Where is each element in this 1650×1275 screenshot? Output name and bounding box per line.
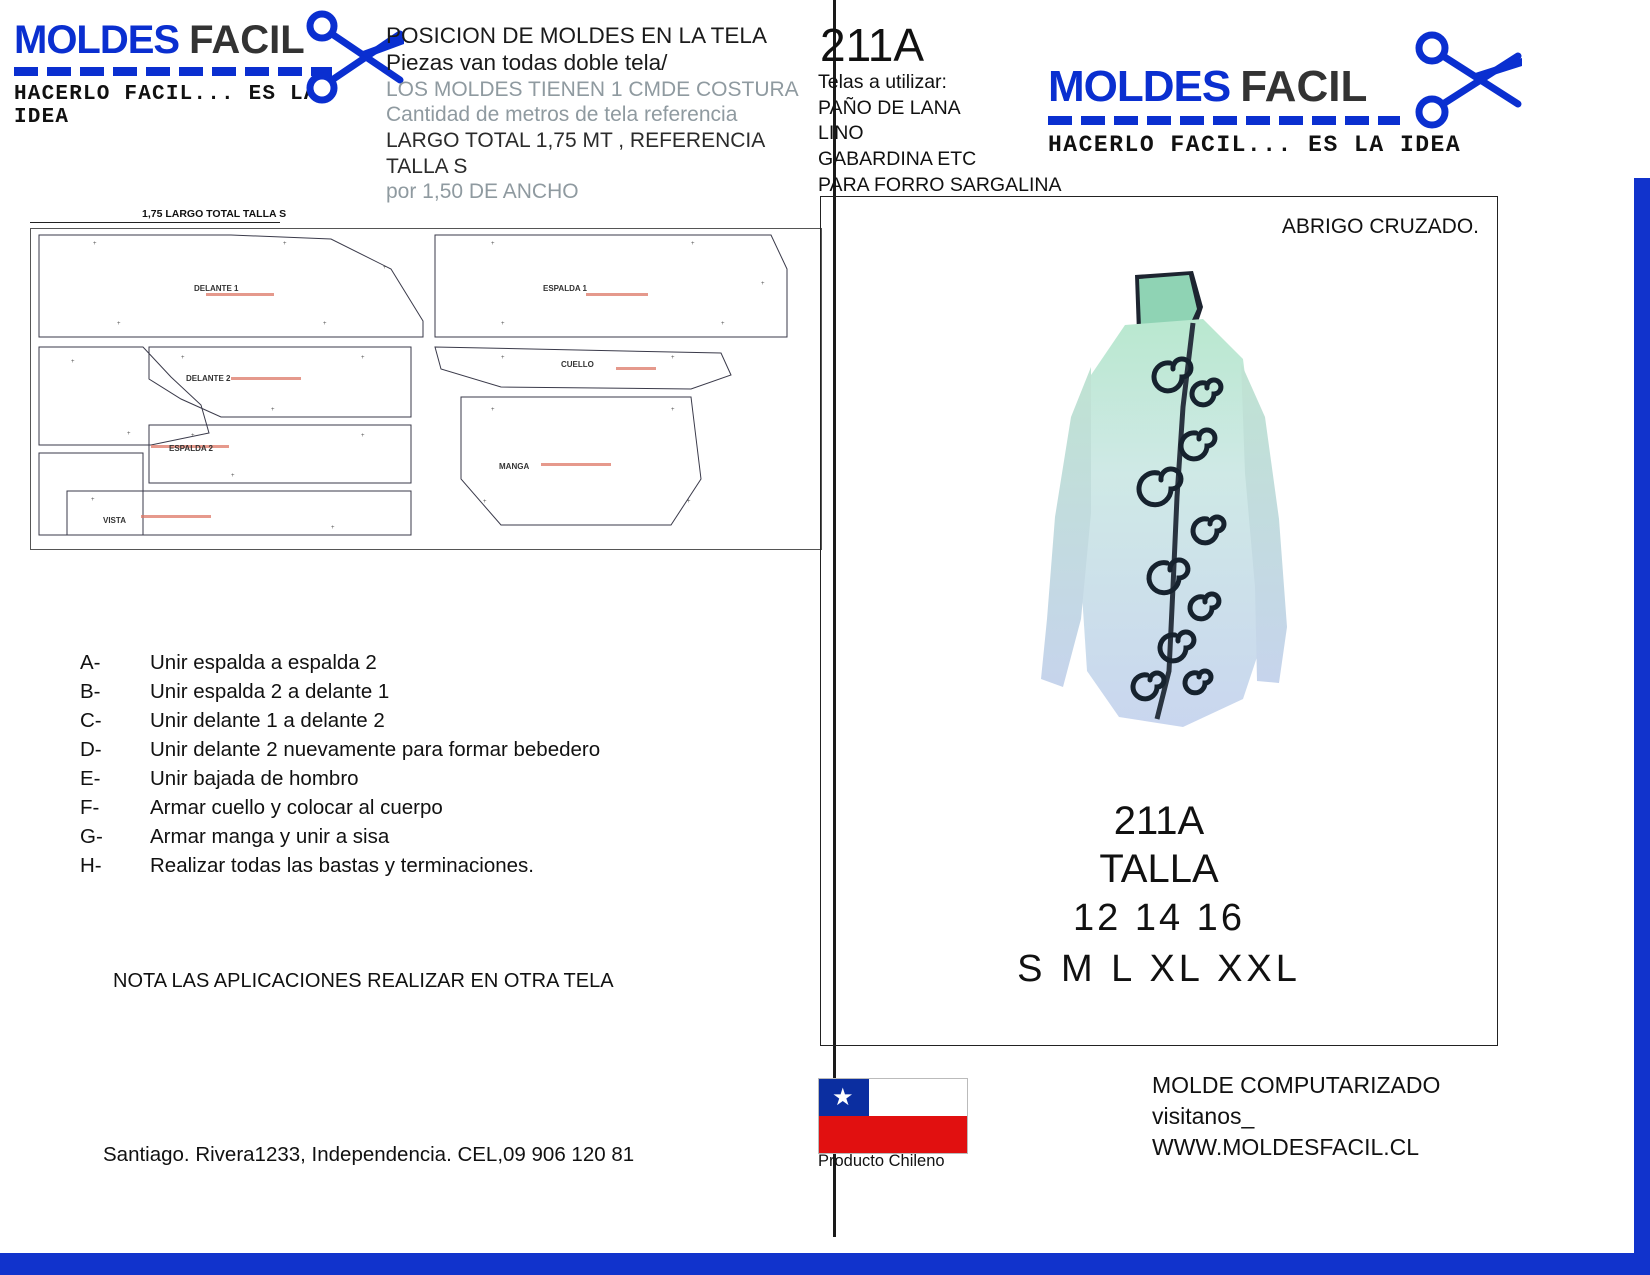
header-line-6: por 1,50 DE ANCHO	[386, 180, 579, 204]
scissors-icon	[1408, 28, 1528, 132]
size-title: TALLA	[1099, 847, 1219, 891]
size-information	[821, 797, 1497, 995]
header-line-5: LARGO TOTAL 1,75 MT , REFERENCIA TALLA S	[386, 129, 765, 178]
svg-text:+: +	[361, 433, 365, 439]
fabrics-title: Telas a utilizar:	[818, 71, 947, 93]
svg-text:+: +	[761, 281, 765, 287]
step-key: C-	[80, 709, 102, 732]
step-key: B-	[80, 680, 101, 703]
svg-text:+: +	[93, 241, 97, 247]
step-text: Realizar todas las bastas y terminaciones.	[150, 854, 534, 877]
step-text: Unir espalda 2 a delante 1	[150, 680, 390, 703]
brand-moldes-text: MOLDES	[1048, 62, 1231, 111]
step-key: G-	[80, 825, 103, 848]
list-item	[80, 677, 720, 706]
svg-text:+: +	[491, 241, 495, 247]
chile-flag-icon	[818, 1078, 968, 1154]
svg-text:+: +	[687, 499, 691, 505]
step-key: D-	[80, 738, 102, 761]
step-text: Unir delante 1 a delante 2	[150, 709, 385, 732]
svg-text:+: +	[483, 499, 487, 505]
address-line: Santiago. Rivera1233, Independencia. CEL,09 906 120 81	[103, 1143, 635, 1166]
list-item	[80, 851, 720, 880]
pattern-code: 211A	[820, 19, 925, 71]
flag-red-band	[819, 1116, 967, 1153]
svg-text:+: +	[91, 497, 95, 503]
svg-text:+: +	[671, 355, 675, 361]
step-text: Unir espalda a espalda 2	[150, 651, 377, 674]
star-icon: ★	[832, 1084, 854, 1111]
svg-text:+: +	[671, 407, 675, 413]
left-panel	[0, 0, 833, 1237]
list-item	[80, 822, 720, 851]
bottom-blue-bar	[0, 1253, 1650, 1275]
sizes-numeric: 12 14 16	[1073, 897, 1245, 939]
svg-text:+: +	[71, 359, 75, 365]
right-blue-bar	[1634, 178, 1650, 1258]
list-item	[80, 735, 720, 764]
brand-facil-text: FACIL	[1240, 62, 1368, 111]
svg-text:DELANTE 2: DELANTE 2	[186, 374, 231, 383]
svg-text:VISTA: VISTA	[103, 516, 126, 525]
svg-text:+: +	[283, 241, 287, 247]
coat-photo	[1007, 267, 1327, 767]
brand-moldes-text: MOLDES	[14, 18, 180, 62]
brand-dashed-rule	[1048, 116, 1400, 125]
svg-text:+: +	[383, 265, 387, 271]
svg-text:+: +	[691, 241, 695, 247]
svg-text:MANGA: MANGA	[499, 462, 530, 471]
brand-tagline: HACERLO FACIL... ES LA IDEA	[14, 83, 318, 129]
step-text: Armar manga y unir a sisa	[150, 825, 390, 848]
svg-text:DELANTE 1: DELANTE 1	[194, 284, 239, 293]
svg-text:ESPALDA 2: ESPALDA 2	[169, 444, 214, 453]
flag-caption: Producto Chileno	[818, 1152, 945, 1170]
svg-text:+: +	[501, 355, 505, 361]
svg-text:+: +	[271, 407, 275, 413]
list-item	[80, 764, 720, 793]
step-key: A-	[80, 651, 101, 674]
size-code: 211A	[1113, 799, 1205, 843]
fabric-item: PARA FORRO SARGALINA	[818, 173, 1062, 196]
svg-text:+: +	[491, 407, 495, 413]
svg-text:+: +	[127, 431, 131, 437]
left-header-text	[386, 22, 806, 205]
svg-text:+: +	[331, 525, 335, 531]
applications-note: NOTA LAS APLICACIONES REALIZAR EN OTRA TELA	[113, 970, 614, 992]
fabric-item: GABARDINA ETC	[818, 148, 977, 171]
step-text: Unir bajada de hombro	[150, 767, 359, 790]
svg-text:+: +	[181, 355, 185, 361]
step-text: Unir delante 2 nuevamente para formar bebedero	[150, 738, 601, 761]
website-url[interactable]: WWW.MOLDESFACIL.CL	[1152, 1133, 1420, 1160]
layout-top-measure-label: 1,75 LARGO TOTAL TALLA S	[142, 208, 287, 220]
header-line-4: Cantidad de metros de tela referencia	[386, 103, 738, 127]
step-text: Armar cuello y colocar al cuerpo	[150, 796, 443, 819]
header-line-1: POSICION DE MOLDES EN LA TELA	[386, 23, 767, 48]
step-key: H-	[80, 854, 102, 877]
flag-white-band	[869, 1079, 967, 1116]
list-item	[80, 706, 720, 735]
svg-text:+: +	[323, 321, 327, 327]
brand-facil-text: FACIL	[189, 18, 305, 62]
pattern-pieces-svg	[31, 229, 821, 549]
fabric-item: PAÑO DE LANA	[818, 96, 961, 119]
fabric-item: LINO	[818, 122, 864, 145]
promo-block	[1152, 1070, 1440, 1162]
svg-text:+: +	[117, 321, 121, 327]
promo-line-1: MOLDE COMPUTARIZADO	[1152, 1072, 1441, 1098]
svg-text:ESPALDA 1: ESPALDA 1	[543, 284, 588, 293]
sizes-letters: S M L XL XXL	[1017, 948, 1301, 990]
list-item	[80, 793, 720, 822]
header-line-2: Piezas van todas doble tela/	[386, 50, 668, 76]
fabric-layout-diagram	[30, 228, 822, 550]
svg-text:+: +	[361, 355, 365, 361]
svg-text:+: +	[721, 321, 725, 327]
step-key: E-	[80, 767, 101, 790]
promo-line-2: visitanos_	[1152, 1102, 1255, 1129]
svg-text:+: +	[191, 433, 195, 439]
svg-text:CUELLO: CUELLO	[561, 360, 594, 369]
product-label: ABRIGO CRUZADO.	[1281, 215, 1479, 238]
brand-tagline: HACERLO FACIL... ES LA IDEA	[1048, 132, 1462, 158]
step-key: F-	[80, 796, 100, 819]
svg-text:+: +	[501, 321, 505, 327]
layout-top-measure-line	[30, 222, 280, 223]
brand-dashed-rule	[14, 67, 332, 76]
product-photo-box	[820, 196, 1498, 1046]
assembly-steps-list	[80, 648, 720, 880]
header-line-3: LOS MOLDES TIENEN 1 CMDE COSTURA	[386, 77, 799, 101]
fabrics-list	[818, 70, 1061, 199]
list-item	[80, 648, 720, 677]
svg-text:+: +	[231, 473, 235, 479]
